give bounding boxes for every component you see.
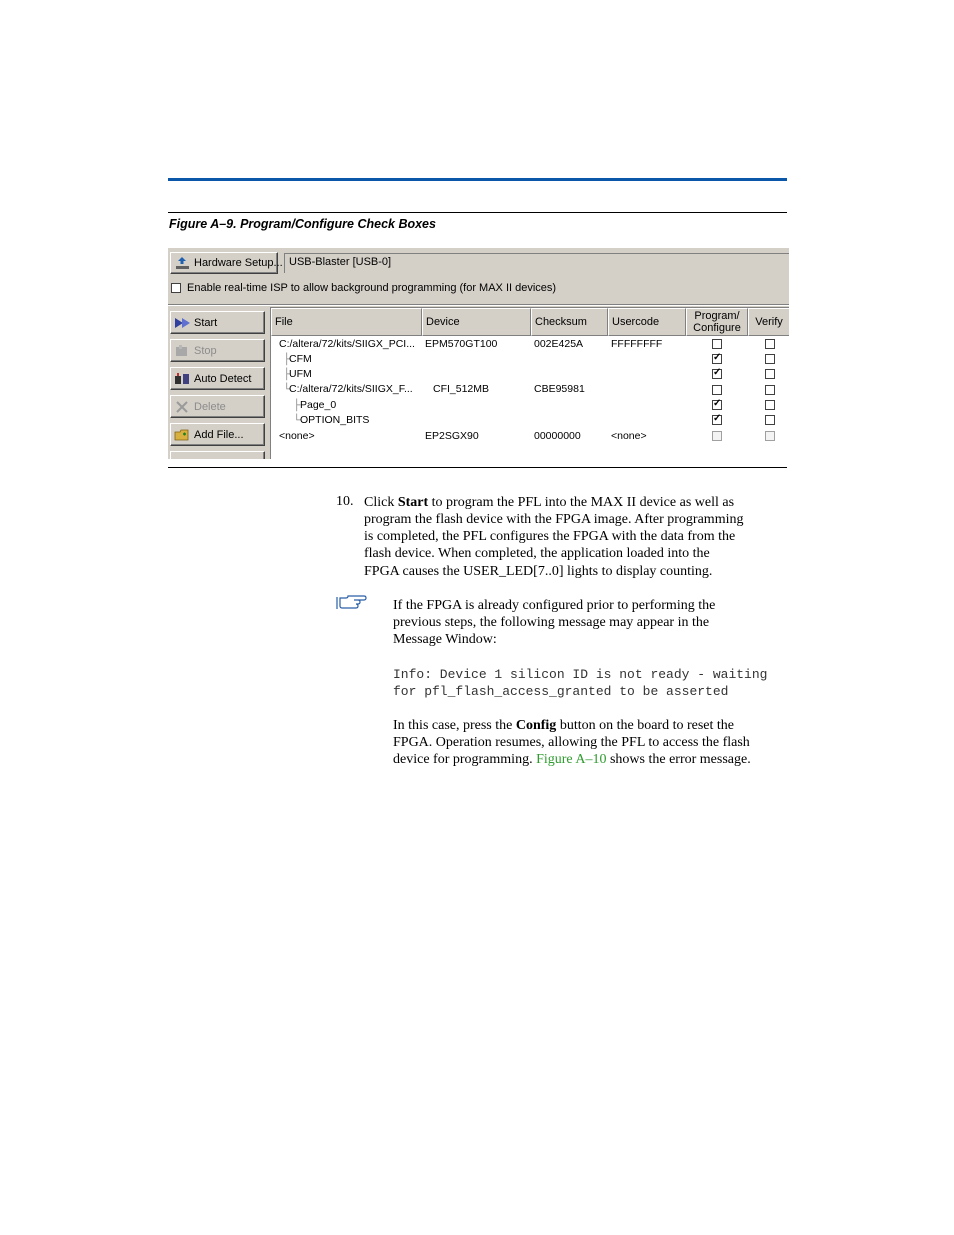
- figure-a10-link[interactable]: Figure A–10: [536, 752, 607, 767]
- note-text: button on the board to reset the: [556, 718, 734, 733]
- verify-checkbox[interactable]: [765, 431, 775, 441]
- code-line-2: for pfl_flash_access_granted to be asserted: [393, 684, 729, 699]
- verify-checkbox[interactable]: [765, 385, 775, 395]
- program-checkbox[interactable]: [712, 339, 722, 349]
- figure-bottom-rule: [168, 467, 787, 468]
- verify-checkbox[interactable]: [765, 354, 775, 364]
- add-file-button[interactable]: [170, 423, 265, 446]
- program-checkbox[interactable]: [712, 400, 722, 410]
- note-line-2: previous steps, the following message may appear in the: [393, 615, 710, 630]
- note-text: In this case, press the: [393, 718, 516, 733]
- row-file: <none>: [279, 430, 315, 442]
- note-after-line-2: FPGA. Operation resumes, allowing the PFL to access the flash: [393, 735, 750, 750]
- row-checksum: CBE95981: [534, 383, 585, 395]
- column-header-verify[interactable]: Verify: [748, 308, 789, 336]
- start-button[interactable]: [170, 311, 265, 334]
- isp-checkbox[interactable]: [171, 283, 181, 293]
- file-table: [270, 307, 789, 459]
- row-checksum: 002E425A: [534, 338, 584, 350]
- step-line-4: flash device. When completed, the application loaded into the: [364, 546, 710, 561]
- tree-line: └: [293, 414, 301, 426]
- column-header-file[interactable]: File: [271, 308, 422, 336]
- isp-option[interactable]: [171, 282, 556, 294]
- row-checksum: 00000000: [534, 430, 581, 442]
- stop-button[interactable]: [170, 339, 265, 362]
- step-number: 10.: [336, 494, 354, 509]
- step-text: to program the PFL into the MAX II device as well as: [428, 495, 735, 510]
- delete-label: Delete: [194, 400, 226, 413]
- add-file-label: Add File...: [194, 428, 244, 441]
- tree-line: ├: [283, 353, 291, 365]
- row-file: C:/altera/72/kits/SIIGX_F...: [289, 383, 413, 395]
- note-bold-config: Config: [515, 718, 557, 733]
- row-file: OPTION_BITS: [300, 414, 370, 426]
- note-line-1: If the FPGA is already configured prior to performing the: [393, 598, 716, 613]
- row-file: UFM: [289, 368, 312, 380]
- row-device: EPM570GT100: [425, 338, 498, 350]
- tree-line: └: [283, 383, 291, 395]
- program-checkbox[interactable]: [712, 415, 722, 425]
- divider-highlight: [168, 305, 789, 306]
- step-text: Click: [364, 495, 398, 510]
- start-icon: [174, 316, 191, 330]
- program-checkbox[interactable]: [712, 385, 722, 395]
- tree-line: ├: [293, 399, 301, 411]
- add-file-icon: [174, 428, 191, 442]
- verify-checkbox[interactable]: [765, 369, 775, 379]
- figure-caption: Figure A–9. Program/Configure Check Boxes: [169, 217, 436, 231]
- code-line-1: Info: Device 1 silicon ID is not ready - waiting: [393, 667, 768, 682]
- row-file: Page_0: [300, 399, 337, 411]
- row-device: CFI_512MB: [433, 383, 490, 395]
- program-checkbox[interactable]: [712, 431, 722, 441]
- verify-checkbox[interactable]: [765, 339, 775, 349]
- row-usercode: <none>: [611, 430, 647, 442]
- column-header-device[interactable]: Device: [422, 308, 531, 336]
- verify-checkbox[interactable]: [765, 415, 775, 425]
- auto-detect-label: Auto Detect: [194, 372, 252, 385]
- note-after-line-3: [393, 751, 751, 768]
- step-line-2: program the flash device with the FPGA image. After programming: [364, 512, 744, 527]
- program-checkbox[interactable]: [712, 369, 722, 379]
- row-file: C:/altera/72/kits/SIIGX_PCI...: [279, 338, 415, 350]
- start-label: Start: [194, 316, 218, 329]
- tree-line: ├: [283, 368, 291, 380]
- isp-label: Enable real-time ISP to allow background programming (for MAX II devices): [187, 282, 557, 294]
- hardware-setup-icon: [174, 256, 191, 270]
- note-line-3: Message Window:: [393, 632, 497, 647]
- note-text: device for programming.: [393, 752, 537, 767]
- stop-label: Stop: [194, 344, 217, 357]
- row-file: CFM: [289, 353, 312, 365]
- caption-top-rule: [168, 212, 787, 213]
- note-text: shows the error message.: [606, 752, 751, 767]
- row-device: EP2SGX90: [425, 430, 479, 442]
- hardware-setup-button[interactable]: [170, 252, 283, 274]
- programmer-screenshot: [168, 248, 789, 459]
- step-line-5: FPGA causes the USER_LED[7..0] lights to display counting.: [364, 564, 713, 579]
- auto-detect-icon: [174, 372, 191, 386]
- program-checkbox[interactable]: [712, 354, 722, 364]
- partial-button[interactable]: [170, 451, 265, 459]
- pointing-hand-icon: [336, 594, 368, 617]
- delete-icon: [174, 400, 191, 414]
- verify-checkbox[interactable]: [765, 400, 775, 410]
- column-header-program-configure[interactable]: Program/ Configure: [686, 308, 748, 336]
- note-after-line-1: [393, 717, 734, 734]
- header-accent-bar: [168, 178, 787, 181]
- row-usercode: FFFFFFFF: [611, 338, 663, 350]
- delete-button[interactable]: [170, 395, 265, 418]
- step-line-1: [364, 494, 734, 511]
- step-line-3: is completed, the PFL configures the FPGA with the data from the: [364, 529, 736, 544]
- column-header-checksum[interactable]: Checksum: [531, 308, 608, 336]
- step-bold-start: Start: [397, 495, 429, 510]
- stop-icon: [174, 344, 191, 358]
- hardware-field[interactable]: USB-Blaster [USB-0]: [284, 253, 789, 273]
- column-header-usercode[interactable]: Usercode: [608, 308, 686, 336]
- auto-detect-button[interactable]: [170, 367, 265, 390]
- hardware-setup-label: Hardware Setup...: [194, 257, 283, 269]
